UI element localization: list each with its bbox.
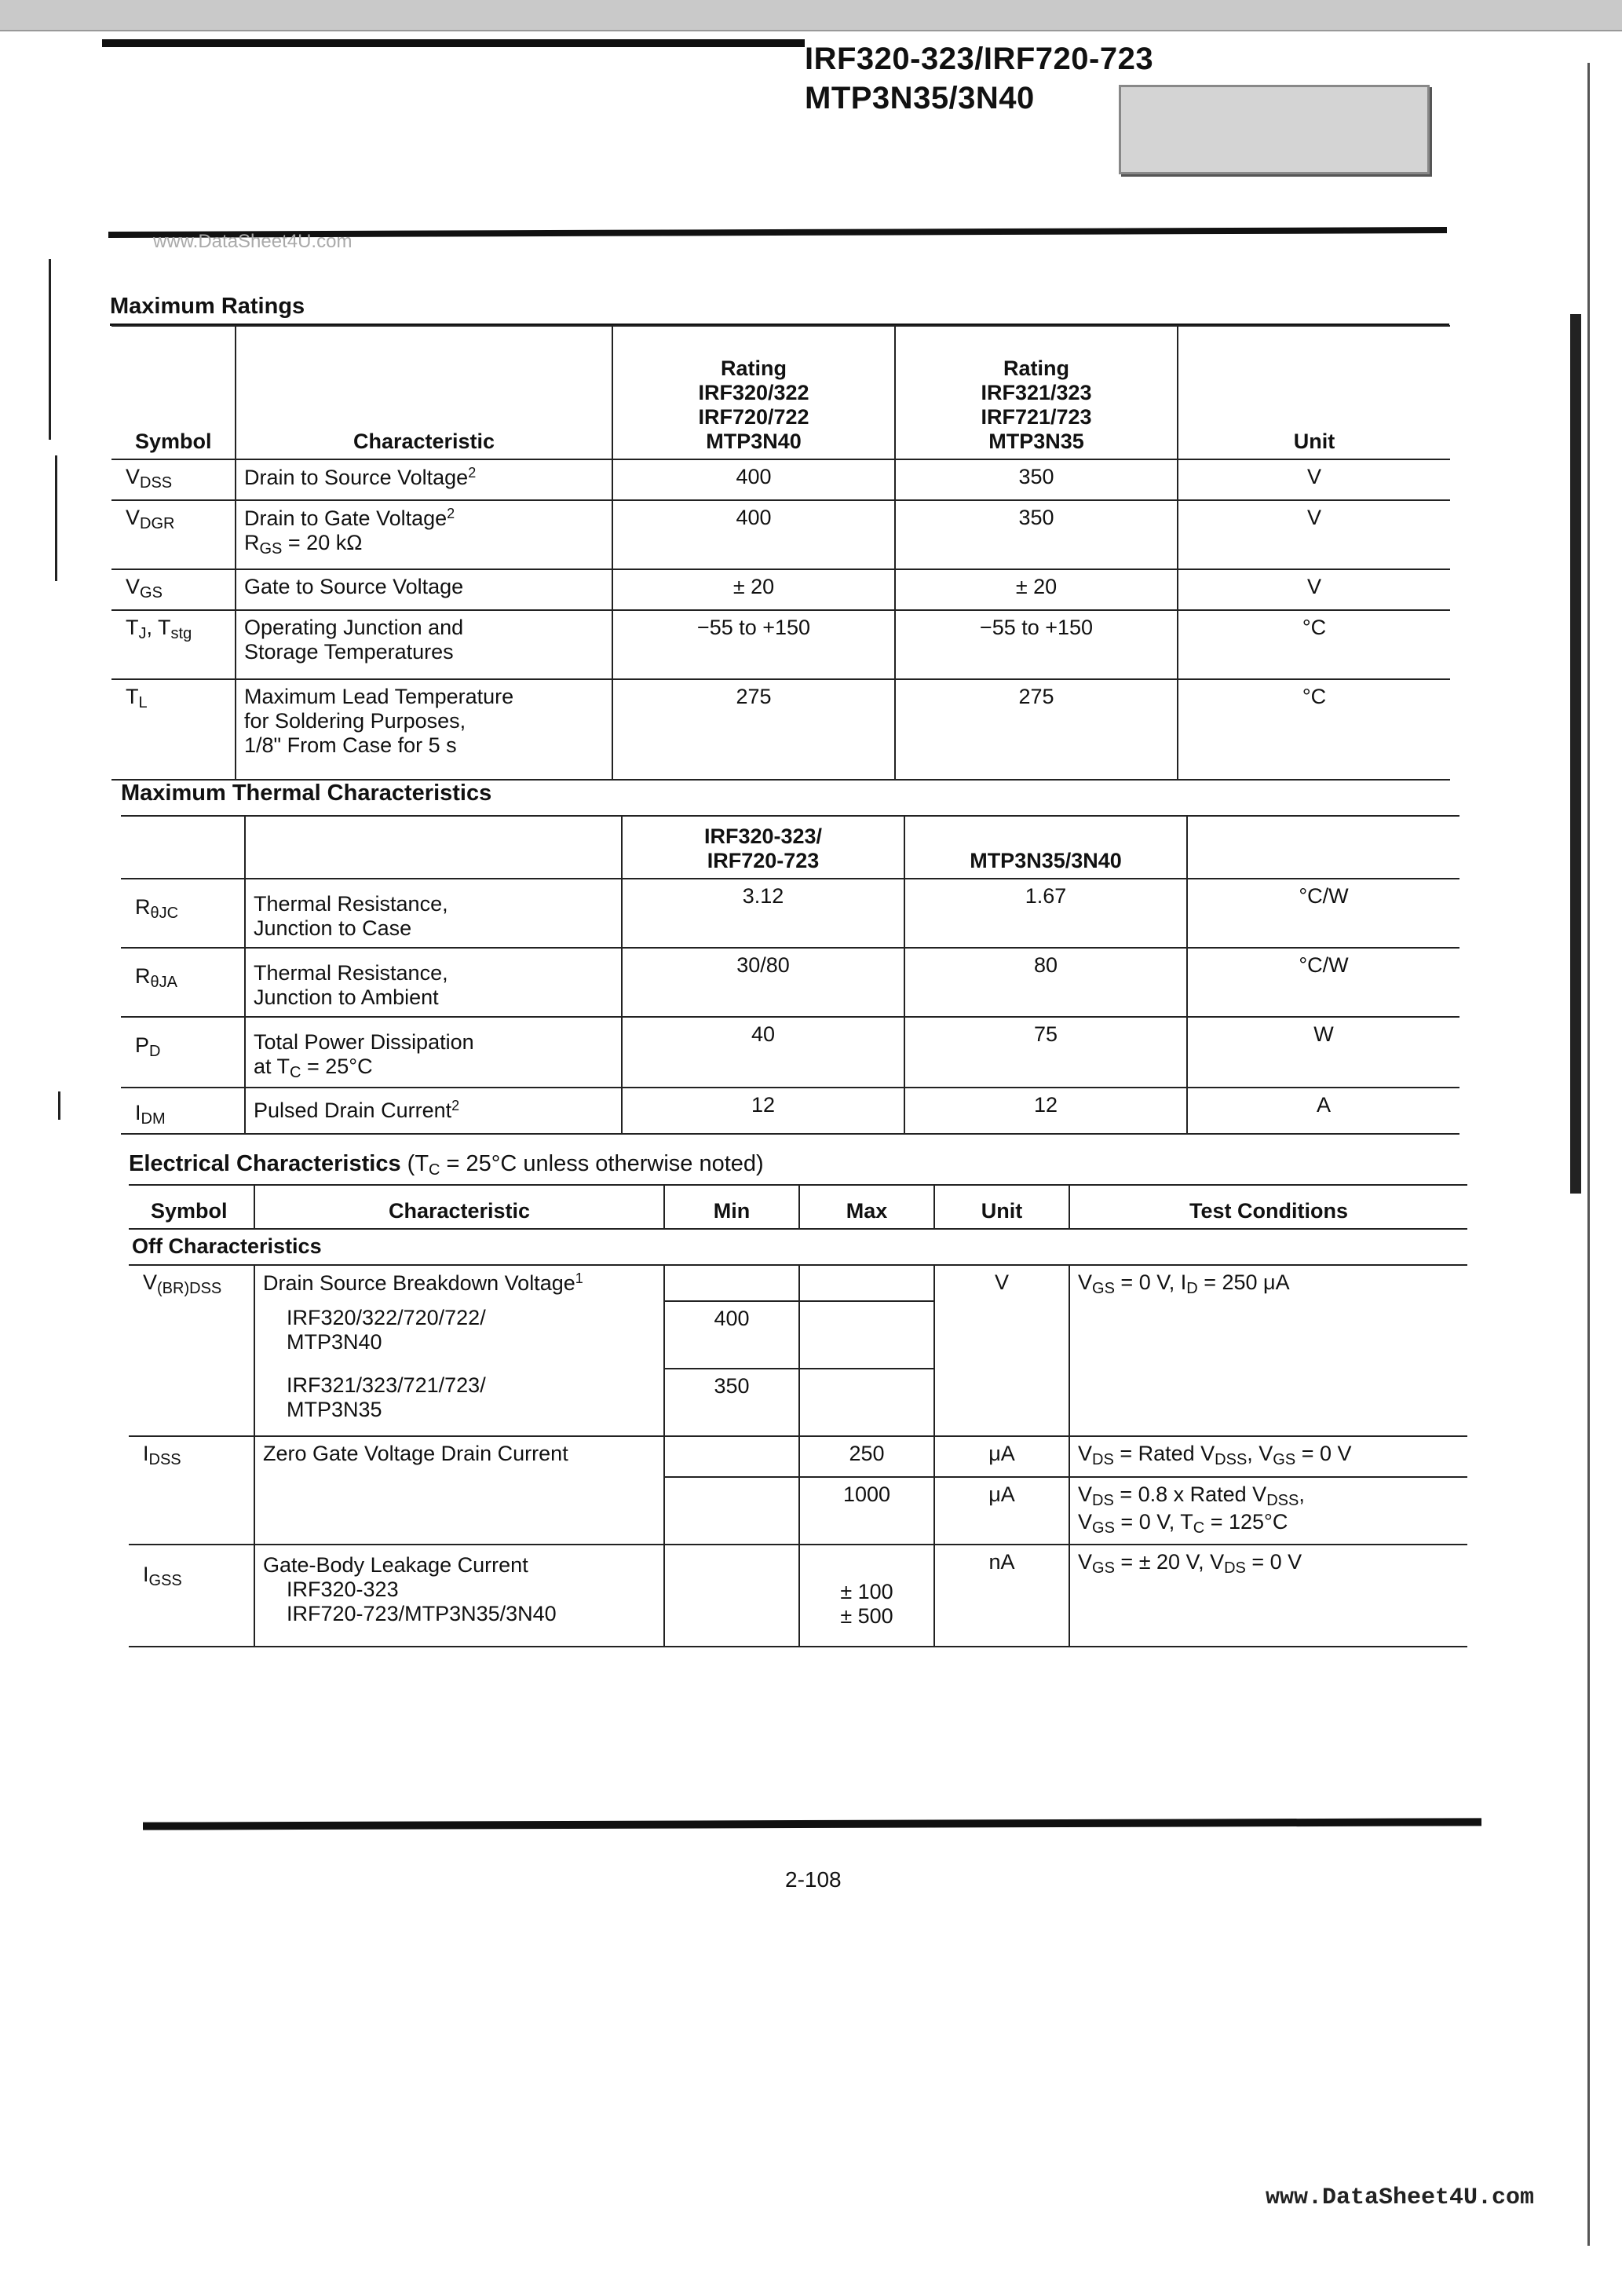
symbol: T <box>126 616 139 639</box>
characteristic-cell <box>236 569 612 610</box>
condition: , V <box>1247 1442 1273 1465</box>
symbol-cell <box>121 1017 245 1088</box>
condition-subscript: GS <box>1092 1559 1115 1577</box>
min-cell <box>664 1265 799 1301</box>
col-min: Min <box>664 1185 799 1229</box>
condition: V <box>1078 1510 1093 1534</box>
table-row <box>121 948 1459 1017</box>
section-row <box>129 1229 1467 1265</box>
footnote-ref: 2 <box>468 465 477 481</box>
table-header-row <box>129 1185 1467 1229</box>
condition-subscript: GS <box>259 540 283 558</box>
thermal-title: Maximum Thermal Characteristics <box>121 781 492 806</box>
min-value: 400 <box>664 1301 799 1369</box>
table-row <box>111 679 1450 780</box>
thermal-table <box>121 815 1459 1135</box>
footnote-ref: 2 <box>451 1098 460 1113</box>
electrical-title-condition <box>407 1151 764 1179</box>
condition: (T <box>407 1151 429 1176</box>
rating1-value: −55 to +150 <box>612 610 895 679</box>
irf-value: 30/80 <box>622 948 904 1017</box>
unit-value: A <box>1187 1088 1459 1134</box>
watermark: www.DataSheet4U.com <box>153 231 353 252</box>
table-row <box>111 569 1450 610</box>
condition: = Rated V <box>1113 1442 1215 1465</box>
condition-line <box>1078 1483 1459 1510</box>
rating1-value: ± 20 <box>612 569 895 610</box>
symbol-subscript: DM <box>141 1110 166 1128</box>
unit-value: V <box>1178 459 1450 500</box>
max-ratings-table <box>111 325 1450 781</box>
symbol-cell <box>111 500 236 569</box>
off-characteristics-label: Off Characteristics <box>129 1229 1467 1265</box>
condition-value: = 125°C <box>1204 1510 1288 1534</box>
table-row <box>129 1545 1467 1647</box>
scan-mark <box>58 1091 60 1120</box>
scan-mark <box>49 259 51 440</box>
table-row <box>121 879 1459 948</box>
footer-rule <box>143 1818 1481 1830</box>
col-unit <box>1187 816 1459 879</box>
max-cell <box>799 1301 934 1369</box>
scan-top-border <box>0 0 1622 31</box>
col-mtp: MTP3N35/3N40 <box>904 816 1187 879</box>
characteristic: Drain to Gate Voltage <box>244 506 448 530</box>
condition: V <box>1078 1442 1093 1465</box>
characteristic-cell <box>236 500 612 569</box>
symbol-subscript: θJA <box>150 974 177 991</box>
unit-value: nA <box>934 1545 1069 1647</box>
characteristic-cell <box>245 948 622 1017</box>
part-number: MTP3N35 <box>287 1398 382 1421</box>
part-number: IRF720-723/MTP3N35/3N40 <box>287 1602 557 1625</box>
rating2-value: −55 to +150 <box>895 610 1178 679</box>
max-cell <box>799 1545 934 1647</box>
min-cell <box>664 1545 799 1647</box>
part-number: MTP3N40 <box>287 1330 382 1354</box>
condition: = 0.8 x Rated V <box>1113 1483 1267 1506</box>
condition: V <box>1078 1270 1093 1294</box>
symbol-subscript: L <box>138 694 148 711</box>
electrical-title-main: Electrical Characteristics <box>129 1151 401 1176</box>
condition-value: = 0 V <box>1245 1550 1302 1574</box>
condition-subscript: GS <box>1092 1280 1115 1297</box>
characteristic: Gate-Body Leakage Current <box>263 1553 528 1577</box>
part-number: IRF320/322/720/722/ <box>287 1306 486 1329</box>
header-line: MTP3N40 <box>706 430 802 453</box>
test-condition <box>1069 1265 1467 1436</box>
symbol-subscript: θJC <box>150 905 179 922</box>
electrical-table <box>129 1184 1467 1647</box>
max-value: ± 100 <box>840 1580 893 1603</box>
symbol-subscript: DSS <box>140 474 173 492</box>
unit-value: μA <box>934 1477 1069 1545</box>
scan-mark <box>1570 314 1581 1194</box>
col-symbol: Symbol <box>129 1185 254 1229</box>
page-title-line2: MTP3N35/3N40 <box>805 81 1035 115</box>
max-ratings-title: Maximum Ratings <box>110 294 305 319</box>
test-condition <box>1069 1545 1467 1647</box>
characteristic-line <box>244 506 604 531</box>
characteristic: Maximum Lead Temperature <box>244 685 514 708</box>
part-number: IRF320-323 <box>287 1578 399 1601</box>
header-line: Rating <box>721 356 787 380</box>
condition-subscript: GS <box>1092 1519 1115 1537</box>
header-line: MTP3N35 <box>988 430 1084 453</box>
col-max: Max <box>799 1185 934 1229</box>
table-row <box>111 500 1450 569</box>
symbol-cell <box>129 1265 254 1436</box>
symbol: I <box>135 1101 141 1124</box>
condition-subscript: D <box>1186 1280 1198 1297</box>
condition-subscript: DSS <box>1266 1492 1299 1509</box>
symbol-subscript: stg <box>170 625 192 642</box>
symbol-subscript: D <box>149 1043 161 1060</box>
max-cell <box>799 1265 934 1301</box>
characteristic-cell <box>245 879 622 948</box>
unit-value: V <box>1178 500 1450 569</box>
symbol-cell <box>111 569 236 610</box>
unit-value: W <box>1187 1017 1459 1088</box>
max-cell <box>799 1369 934 1436</box>
irf-value: 40 <box>622 1017 904 1088</box>
unit-value: V <box>1178 569 1450 610</box>
condition-value: = 20 kΩ <box>282 531 363 554</box>
characteristic: Drain Source Breakdown Voltage <box>263 1271 575 1295</box>
footnote-ref: 1 <box>575 1270 583 1286</box>
characteristic: Thermal Resistance, <box>254 892 448 916</box>
condition: R <box>244 531 260 554</box>
condition-value: = 25°C <box>301 1055 373 1078</box>
mtp-value: 12 <box>904 1088 1187 1134</box>
symbol-subscript: GS <box>140 584 163 601</box>
unit-value: μA <box>934 1436 1069 1477</box>
part-number: IRF321/323/721/723/ <box>287 1373 486 1397</box>
symbol: P <box>135 1033 150 1057</box>
symbol-cell <box>121 879 245 948</box>
header-line: IRF720/722 <box>698 405 809 429</box>
symbol-cell <box>121 948 245 1017</box>
rating1-value: 400 <box>612 500 895 569</box>
table-row <box>111 610 1450 679</box>
max-value: 250 <box>799 1436 934 1477</box>
symbol-subscript: J <box>138 625 147 642</box>
col-characteristic <box>245 816 622 879</box>
part-number-cell <box>254 1301 664 1369</box>
condition: , <box>1299 1483 1305 1506</box>
table-row <box>121 1088 1459 1134</box>
table-row <box>121 1017 1459 1088</box>
mtp-value: 80 <box>904 948 1187 1017</box>
min-cell <box>664 1436 799 1477</box>
scan-mark <box>1587 63 1590 2246</box>
scan-mark <box>55 455 57 581</box>
symbol: V <box>126 465 141 488</box>
header-grey-box <box>1119 85 1430 174</box>
condition: V <box>1078 1483 1093 1506</box>
col-symbol: Symbol <box>111 326 236 459</box>
col-rating2 <box>895 326 1178 459</box>
condition-subscript: DS <box>1092 1451 1114 1468</box>
mtp-value: 1.67 <box>904 879 1187 948</box>
table-row <box>129 1265 1467 1301</box>
min-cell <box>664 1477 799 1545</box>
header-rule-left <box>102 39 805 47</box>
condition-subscript: C <box>429 1161 440 1179</box>
characteristic-cell: Zero Gate Voltage Drain Current <box>254 1436 664 1545</box>
condition-value: = 25°C unless otherwise noted) <box>440 1151 764 1176</box>
irf-value: 12 <box>622 1088 904 1134</box>
characteristic-line: Storage Temperatures <box>244 640 454 664</box>
test-condition <box>1069 1436 1467 1477</box>
condition-subscript: DSS <box>1215 1451 1248 1468</box>
table-header-row <box>121 816 1459 879</box>
header-line: IRF320-323/ <box>703 824 823 848</box>
characteristic: Operating Junction and <box>244 616 464 639</box>
footer-url[interactable]: www.DataSheet4U.com <box>1266 2184 1535 2211</box>
condition-subscript: DS <box>1224 1559 1246 1577</box>
col-characteristic: Characteristic <box>236 326 612 459</box>
header-line: IRF721/723 <box>981 405 1092 429</box>
condition: = 0 V, I <box>1114 1270 1187 1294</box>
characteristic-line: Junction to Ambient <box>254 985 439 1009</box>
symbol-cell <box>129 1545 254 1647</box>
characteristic-line: Junction to Case <box>254 916 412 940</box>
condition-line <box>1078 1510 1459 1537</box>
condition-subscript: DS <box>1092 1492 1114 1509</box>
col-rating1 <box>612 326 895 459</box>
condition-value: = 250 μA <box>1197 1270 1290 1294</box>
header-line: Rating <box>1003 356 1069 380</box>
symbol-subscript: DSS <box>148 1451 181 1468</box>
symbol-subscript: DGR <box>140 515 175 532</box>
page-title <box>805 39 1153 118</box>
footnote-ref: 2 <box>447 506 455 521</box>
symbol-subscript: (BR)DSS <box>157 1280 222 1297</box>
symbol: I <box>143 1442 149 1465</box>
characteristic-cell <box>254 1265 664 1301</box>
symbol: , T <box>146 616 171 639</box>
symbol-cell <box>121 1088 245 1134</box>
unit-value: °C/W <box>1187 948 1459 1017</box>
symbol-cell <box>129 1436 254 1545</box>
symbol-cell <box>111 679 236 780</box>
header-line: IRF720-723 <box>707 849 820 872</box>
symbol-cell <box>111 610 236 679</box>
mtp-value: 75 <box>904 1017 1187 1088</box>
unit-value: °C <box>1178 679 1450 780</box>
rating2-value: 350 <box>895 500 1178 569</box>
max-value: 1000 <box>799 1477 934 1545</box>
symbol: I <box>143 1563 149 1586</box>
electrical-title <box>129 1151 764 1179</box>
condition: = ± 20 V, V <box>1114 1550 1225 1574</box>
table-header-row <box>111 326 1450 459</box>
characteristic: Total Power Dissipation <box>254 1030 474 1054</box>
characteristic-cell <box>254 1545 664 1647</box>
characteristic: Drain to Source Voltage <box>244 466 469 489</box>
unit-value: V <box>934 1265 1069 1436</box>
condition-subscript: C <box>290 1064 301 1081</box>
characteristic-cell <box>245 1088 622 1134</box>
col-characteristic: Characteristic <box>254 1185 664 1229</box>
characteristic-cell <box>245 1017 622 1088</box>
condition-subscript: GS <box>1273 1451 1296 1468</box>
col-symbol <box>121 816 245 879</box>
col-test-conditions: Test Conditions <box>1069 1185 1467 1229</box>
condition-subscript: C <box>1193 1519 1205 1537</box>
symbol: T <box>126 685 139 708</box>
characteristic-line: 1/8" From Case for 5 s <box>244 733 457 757</box>
rating2-value: 275 <box>895 679 1178 780</box>
symbol: R <box>135 895 151 919</box>
header-line: IRF320/322 <box>698 381 809 404</box>
symbol: V <box>126 575 141 598</box>
condition: = 0 V, T <box>1114 1510 1193 1534</box>
symbol: R <box>135 964 151 988</box>
test-condition <box>1069 1477 1467 1545</box>
col-unit: Unit <box>934 1185 1069 1229</box>
characteristic-line: for Soldering Purposes, <box>244 709 466 733</box>
symbol: V <box>143 1270 158 1294</box>
rating2-value: ± 20 <box>895 569 1178 610</box>
col-unit: Unit <box>1178 326 1450 459</box>
characteristic: Pulsed Drain Current <box>254 1099 452 1122</box>
symbol-subscript: GSS <box>148 1572 182 1589</box>
part-number-cell <box>254 1369 664 1436</box>
condition: at T <box>254 1055 290 1078</box>
max-value: ± 500 <box>840 1604 893 1628</box>
condition-value: = 0 V <box>1295 1442 1352 1465</box>
unit-value: °C <box>1178 610 1450 679</box>
table-row <box>129 1436 1467 1477</box>
characteristic-line <box>254 1055 613 1082</box>
characteristic-cell <box>236 610 612 679</box>
characteristic: Thermal Resistance, <box>254 961 448 985</box>
col-irf <box>622 816 904 879</box>
characteristic-cell <box>236 459 612 500</box>
characteristic-line <box>244 531 604 558</box>
min-value: 350 <box>664 1369 799 1436</box>
irf-value: 3.12 <box>622 879 904 948</box>
rating2-value: 350 <box>895 459 1178 500</box>
condition: V <box>1078 1550 1093 1574</box>
characteristic-cell <box>236 679 612 780</box>
table-row <box>111 459 1450 500</box>
page-number: 2-108 <box>785 1867 842 1892</box>
symbol: V <box>126 506 141 529</box>
rating1-value: 275 <box>612 679 895 780</box>
characteristic: Gate to Source Voltage <box>244 575 464 598</box>
symbol-cell <box>111 459 236 500</box>
unit-value: °C/W <box>1187 879 1459 948</box>
page-title-line1: IRF320-323/IRF720-723 <box>805 42 1154 76</box>
rating1-value: 400 <box>612 459 895 500</box>
header-line: IRF321/323 <box>981 381 1092 404</box>
